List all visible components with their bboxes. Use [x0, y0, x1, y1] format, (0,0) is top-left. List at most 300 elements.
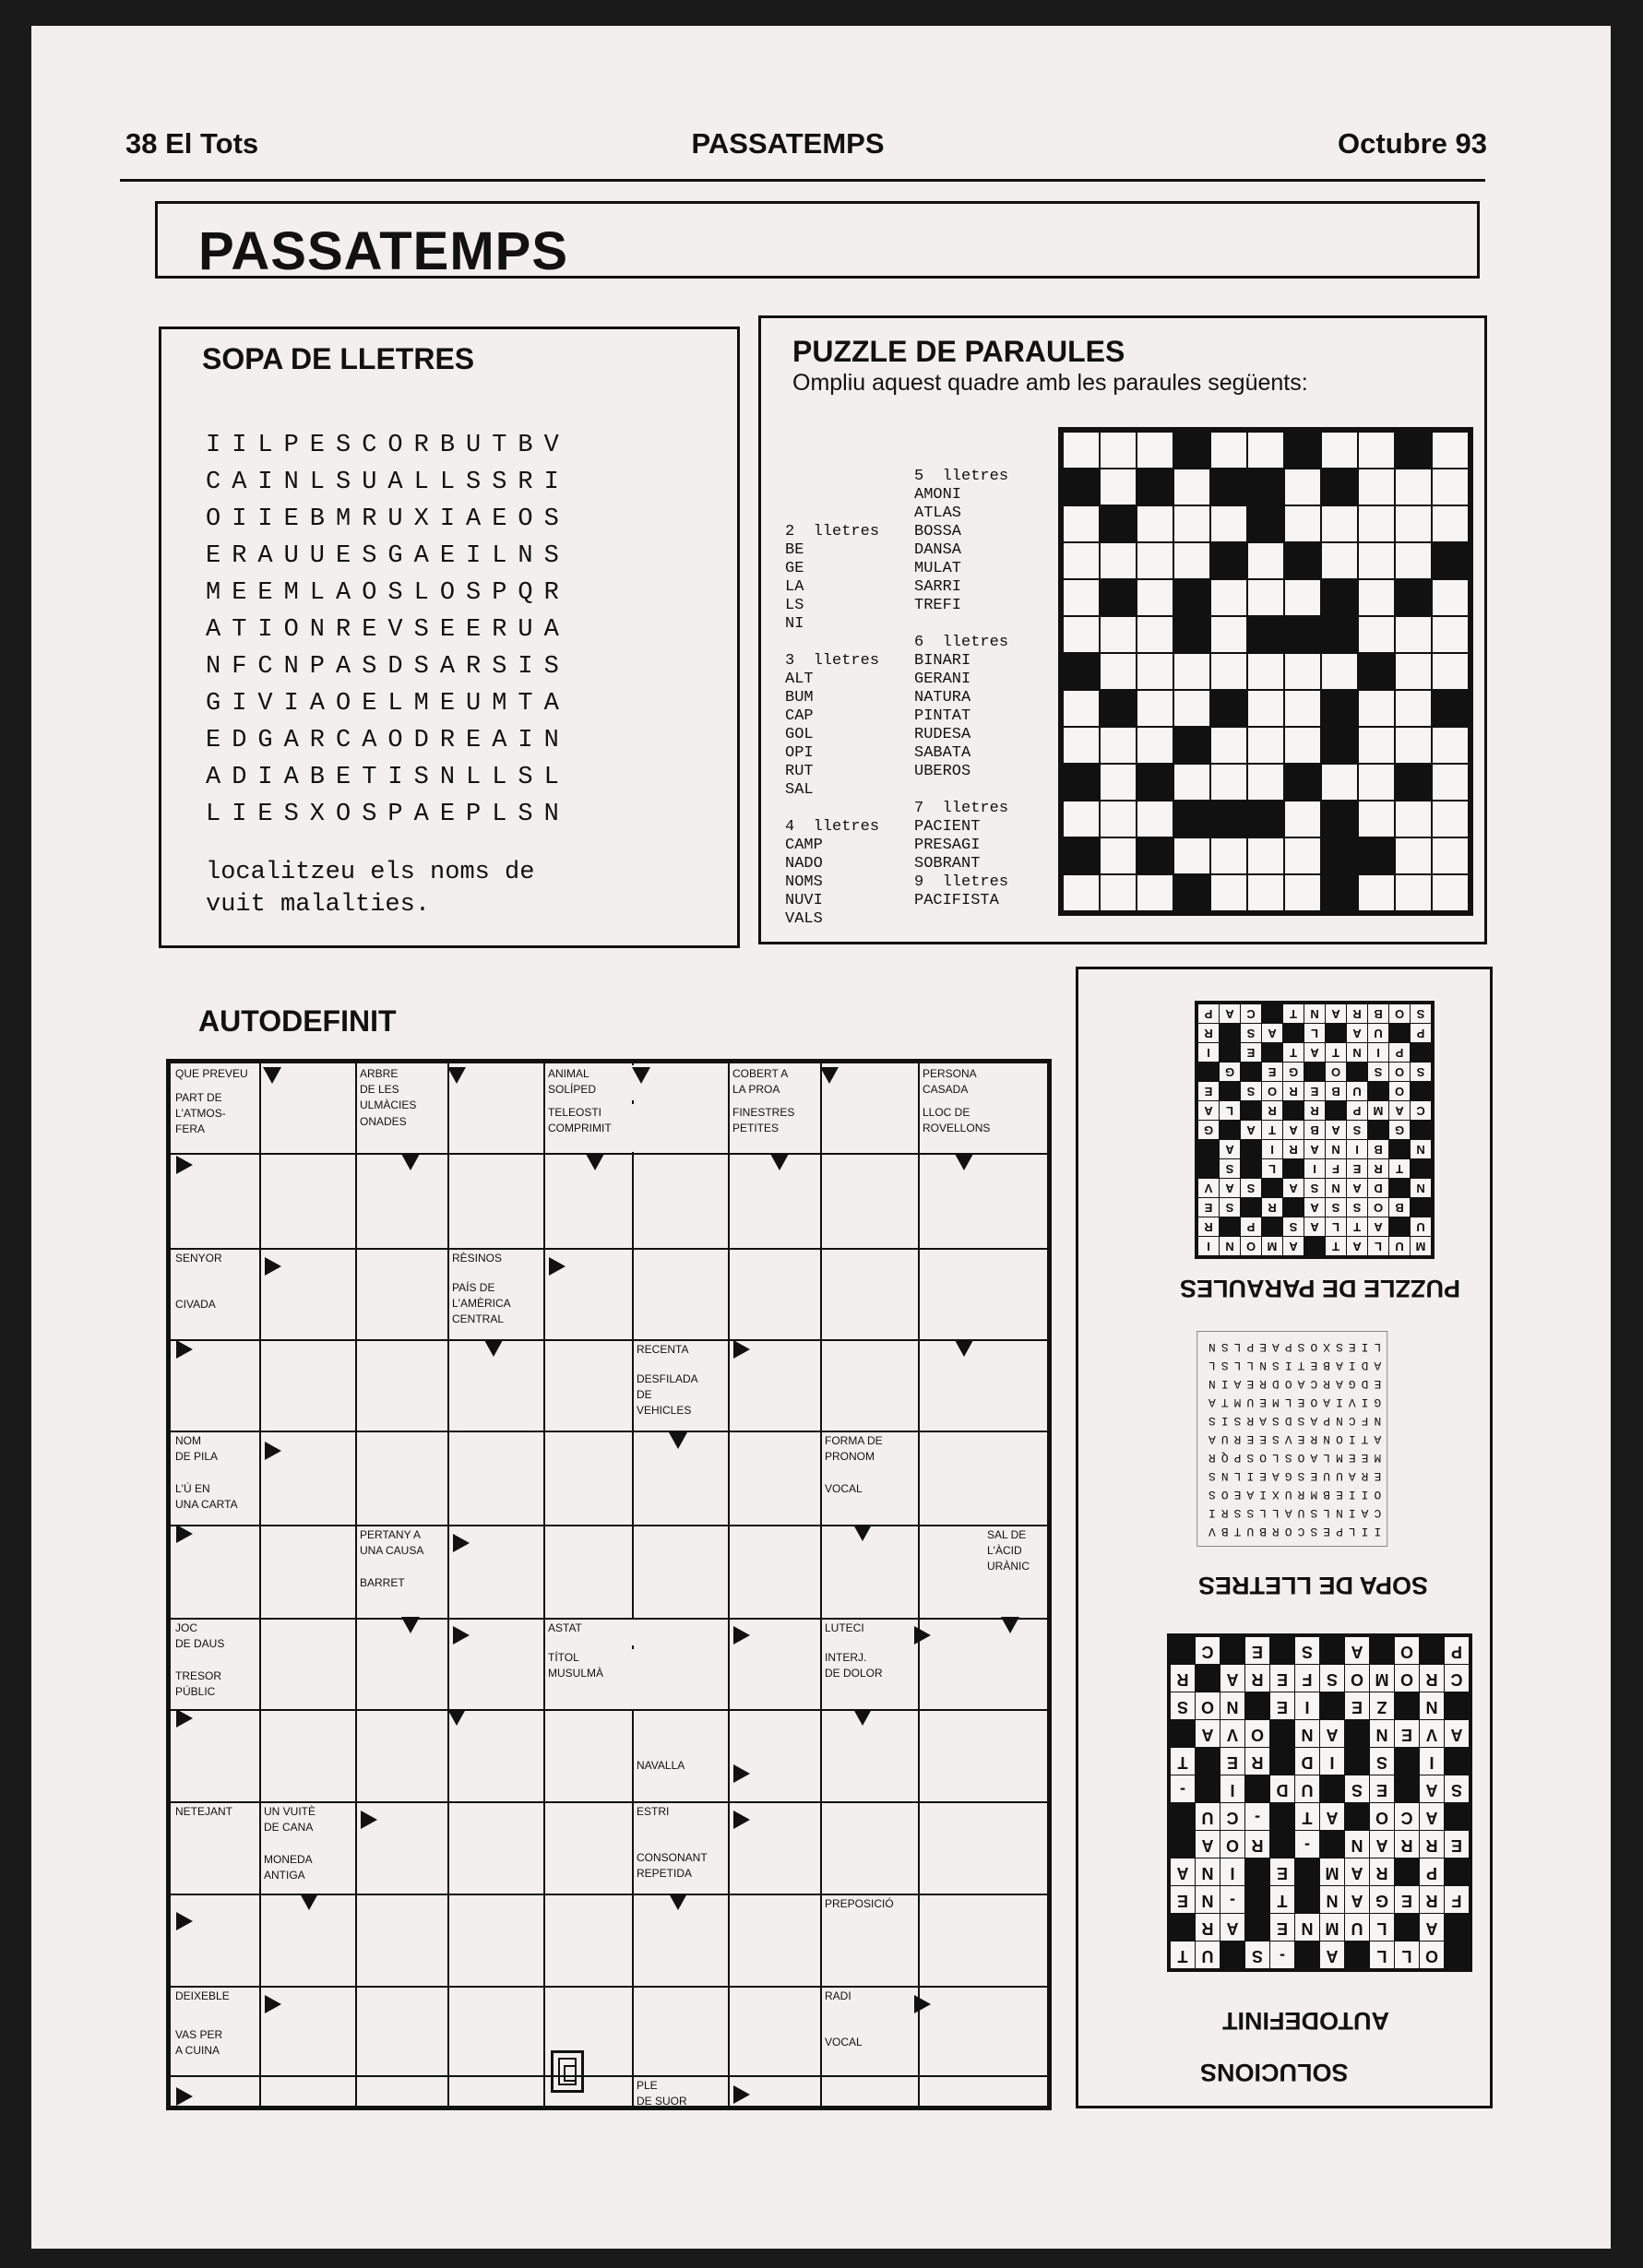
arrow-down-icon [447, 1709, 466, 1726]
puzzle-empty-cell[interactable] [1359, 580, 1394, 615]
solution-cell: A [1326, 1121, 1346, 1139]
solution-cell: T [1389, 1159, 1410, 1178]
puzzle-empty-cell[interactable] [1137, 543, 1173, 578]
solution-cell: R [1198, 1217, 1219, 1236]
solution-cell: T [1270, 1886, 1294, 1913]
solution-cell [1270, 1637, 1294, 1664]
solution-cell: I [1262, 1140, 1282, 1158]
solution-cell [1270, 1720, 1294, 1747]
puzzle-empty-cell[interactable] [1137, 654, 1173, 689]
solution-cell: L [1220, 1101, 1240, 1120]
puzzle-empty-cell[interactable] [1285, 469, 1320, 505]
sopa-row: NFCNPASDSARSIS [206, 653, 570, 681]
puzzle-empty-cell[interactable] [1137, 728, 1173, 763]
puzzle-empty-cell[interactable] [1248, 765, 1283, 800]
arrow-down-icon [300, 1894, 318, 1910]
puzzle-empty-cell[interactable] [1248, 580, 1283, 615]
solution-cell: N [1411, 1140, 1431, 1158]
solution-cell: A [1445, 1720, 1469, 1747]
puzzle-empty-cell[interactable] [1248, 543, 1283, 578]
puzzle-empty-cell[interactable] [1174, 469, 1209, 505]
puzzle-empty-cell[interactable] [1285, 838, 1320, 873]
puzzle-empty-cell[interactable] [1396, 506, 1431, 541]
solution-cell [1171, 1803, 1195, 1830]
solution-cell: B [1326, 1082, 1346, 1100]
solution-cell: T [1171, 1941, 1195, 1968]
solution-cell: I [1368, 1043, 1388, 1062]
puzzle-block-cell [1211, 469, 1246, 505]
solution-cell: O [1241, 1237, 1261, 1255]
puzzle-empty-cell[interactable] [1211, 580, 1246, 615]
solution-cell: V [1198, 1179, 1219, 1197]
clue-c13: RÈSINOS [449, 1250, 543, 1276]
clue-c10: LLOC DE ROVELLONS [920, 1104, 1010, 1152]
grid-line [171, 1709, 1047, 1711]
solution-cell [1245, 1692, 1269, 1719]
page-label: 38 El Tots [125, 127, 259, 160]
solution-cell: G [1283, 1063, 1304, 1081]
solution-cell: T [1171, 1748, 1195, 1775]
solution-cell [1262, 1043, 1282, 1062]
solution-cell: O [1326, 1063, 1346, 1081]
solution-cell [1411, 1198, 1431, 1217]
solution-cell: E [1270, 1858, 1294, 1885]
puzzle-empty-cell[interactable] [1064, 433, 1099, 468]
puzzle-empty-cell[interactable] [1396, 654, 1431, 689]
solution-cell: - [1171, 1775, 1195, 1802]
solution-cell [1245, 1886, 1269, 1913]
solution-cell: I [1304, 1159, 1325, 1178]
solution-cell: R [1196, 1914, 1220, 1941]
solution-cell: C [1196, 1637, 1220, 1664]
grid-line [447, 1063, 449, 2106]
solution-cell: O [1220, 1831, 1244, 1858]
puzzle-empty-cell[interactable] [1137, 506, 1173, 541]
puzzle-empty-cell[interactable] [1137, 875, 1173, 910]
puzzle-empty-cell[interactable] [1137, 617, 1173, 652]
puzzle-empty-cell[interactable] [1396, 691, 1431, 726]
puzzle-empty-cell[interactable] [1211, 617, 1246, 652]
puzzle-empty-cell[interactable] [1248, 654, 1283, 689]
puzzle-empty-cell[interactable] [1322, 433, 1357, 468]
puzzle-empty-cell[interactable] [1211, 654, 1246, 689]
puzzle-empty-cell[interactable] [1359, 765, 1394, 800]
solution-cell: P [1420, 1858, 1444, 1885]
puzzle-empty-cell[interactable] [1433, 617, 1468, 652]
solution-cell: A [1345, 1886, 1369, 1913]
solutions-title: SOLUCIONS [1200, 2059, 1349, 2086]
puzzle-empty-cell[interactable] [1285, 654, 1320, 689]
solution-cell [1345, 1748, 1369, 1775]
solution-cell: A [1320, 1720, 1344, 1747]
solution-cell [1196, 1775, 1220, 1802]
solution-cell [1411, 1159, 1431, 1178]
puzzle-empty-cell[interactable] [1211, 838, 1246, 873]
puzzle-empty-cell[interactable] [1064, 728, 1099, 763]
solutions-sopa-title: SOPA DE LLETRES [1198, 1572, 1429, 1599]
puzzle-empty-cell[interactable] [1396, 469, 1431, 505]
puzzle-empty-cell[interactable] [1322, 543, 1357, 578]
grid-line [543, 1063, 545, 2106]
solution-cell: S [1171, 1692, 1195, 1719]
puzzle-empty-cell[interactable] [1101, 469, 1136, 505]
puzzle-empty-cell[interactable] [1101, 838, 1136, 873]
puzzle-empty-cell[interactable] [1359, 875, 1394, 910]
arrow-right-icon [733, 1626, 750, 1645]
arrow-right-icon [733, 2085, 750, 2104]
solution-cell: O [1370, 1803, 1394, 1830]
clue-c36: PREPOSICIÓ [822, 1895, 918, 1986]
solutions-puzzle-title: PUZZLE DE PARAULES [1180, 1275, 1461, 1302]
puzzle-empty-cell[interactable] [1285, 802, 1320, 837]
solution-cell: E [1270, 1665, 1294, 1692]
solution-cell: R [1420, 1886, 1444, 1913]
puzzle-empty-cell[interactable] [1433, 802, 1468, 837]
puzzle-block-cell [1322, 875, 1357, 910]
solution-cell: D [1270, 1775, 1294, 1802]
puzzle-empty-cell[interactable] [1174, 838, 1209, 873]
puzzle-empty-cell[interactable] [1137, 433, 1173, 468]
puzzle-empty-cell[interactable] [1433, 433, 1468, 468]
puzzle-empty-cell[interactable] [1248, 728, 1283, 763]
solution-cell: M [1368, 1101, 1388, 1120]
solution-cell: E [1198, 1082, 1219, 1100]
puzzle-empty-cell[interactable] [1322, 506, 1357, 541]
solution-cell: N [1295, 1914, 1319, 1941]
puzzle-block-cell [1433, 691, 1468, 726]
solution-cell [1270, 1803, 1294, 1830]
solution-cell: A [1262, 1024, 1282, 1042]
header-rule [120, 179, 1485, 182]
solution-cell: S [1283, 1217, 1304, 1236]
puzzle-empty-cell[interactable] [1174, 691, 1209, 726]
puzzle-empty-cell[interactable] [1174, 506, 1209, 541]
arrow-down-icon [770, 1154, 789, 1170]
puzzle-empty-cell[interactable] [1359, 617, 1394, 652]
puzzle-empty-cell[interactable] [1064, 506, 1099, 541]
puzzle-empty-cell[interactable] [1211, 433, 1246, 468]
solution-cell: T [1326, 1043, 1346, 1062]
solution-cell [1445, 1941, 1469, 1968]
arrow-right-icon [176, 2087, 193, 2106]
solution-cell [1345, 1941, 1369, 1968]
clue-c29: INTERJ. DE DOLOR [822, 1649, 918, 1709]
solution-cell: O [1389, 1063, 1410, 1081]
puzzle-empty-cell[interactable] [1248, 691, 1283, 726]
solution-autodefinit-grid [1167, 1633, 1472, 1972]
word-list-long: 5 lletres AMONI ATLAS BOSSA DANSA MULAT SARRI TREFI 6 lletres BINARI GERANI NATURA PINTAT RUDESA SABATA UBEROS 7 lletres PACIENT PRESAGI SOBRANT 9 lletres PACIFISTA [914, 468, 1009, 909]
solution-cell [1295, 1941, 1319, 1968]
solution-puzzle-grid [1195, 1001, 1435, 1259]
puzzle-box [758, 315, 1487, 944]
puzzle-empty-cell[interactable] [1137, 691, 1173, 726]
solution-cell: A [1171, 1858, 1195, 1885]
sopa-title: SOPA DE LLETRES [202, 342, 475, 375]
clue-c2: PART DE L'ATMOS- FERA [173, 1089, 259, 1152]
puzzle-empty-cell[interactable] [1322, 654, 1357, 689]
solution-cell: A [1304, 1140, 1325, 1158]
puzzle-block-cell [1433, 543, 1468, 578]
solution-cell [1245, 1775, 1269, 1802]
clue-c20: VOCAL [822, 1480, 918, 1523]
solution-cell: S [1295, 1637, 1319, 1664]
solution-cell: C [1241, 1004, 1261, 1023]
solution-cell: V [1420, 1720, 1444, 1747]
sopa-row: MEEMLAOSLOSPQR [206, 579, 570, 607]
puzzle-empty-cell[interactable] [1285, 506, 1320, 541]
puzzle-empty-cell[interactable] [1248, 838, 1283, 873]
solution-cell: G [1389, 1121, 1410, 1139]
solution-cell: B [1389, 1198, 1410, 1217]
solution-cell: S [1220, 1159, 1240, 1178]
solution-cell [1368, 1082, 1388, 1100]
solution-cell: N [1347, 1043, 1367, 1062]
solution-cell [1320, 1692, 1344, 1719]
arrow-right-icon [265, 1442, 281, 1460]
puzzle-empty-cell[interactable] [1174, 765, 1209, 800]
puzzle-empty-cell[interactable] [1211, 728, 1246, 763]
puzzle-empty-cell[interactable] [1285, 728, 1320, 763]
solution-cell: A [1347, 1024, 1367, 1042]
puzzle-block-cell [1174, 728, 1209, 763]
clue-c19: FORMA DE PRONOM [822, 1432, 918, 1477]
arrow-right-icon [733, 1764, 750, 1783]
solution-cell: R [1395, 1831, 1419, 1858]
puzzle-block-cell [1064, 838, 1099, 873]
puzzle-empty-cell[interactable] [1101, 765, 1136, 800]
arrow-down-icon [853, 1709, 872, 1726]
puzzle-empty-cell[interactable] [1101, 802, 1136, 837]
puzzle-empty-cell[interactable] [1359, 469, 1394, 505]
puzzle-empty-cell[interactable] [1285, 875, 1320, 910]
puzzle-block-cell [1285, 543, 1320, 578]
solution-cell [1445, 1914, 1469, 1941]
solution-cell: A [1304, 1043, 1325, 1062]
solution-cell: S [1411, 1063, 1431, 1081]
clue-c37: DEIXEBLE [173, 1988, 259, 2023]
puzzle-empty-cell[interactable] [1285, 580, 1320, 615]
puzzle-block-cell [1248, 506, 1283, 541]
puzzle-empty-cell[interactable] [1433, 875, 1468, 910]
puzzle-empty-cell[interactable] [1211, 765, 1246, 800]
puzzle-empty-cell[interactable] [1396, 728, 1431, 763]
puzzle-empty-cell[interactable] [1396, 617, 1431, 652]
solution-cell: S [1241, 1179, 1261, 1197]
puzzle-empty-cell[interactable] [1433, 580, 1468, 615]
arrow-right-icon [914, 1626, 931, 1645]
solution-cell: A [1283, 1237, 1304, 1255]
solution-cell: E [1270, 1914, 1294, 1941]
arrow-right-icon [176, 1340, 193, 1359]
solution-cell: S [1245, 1941, 1269, 1968]
solution-cell: T [1283, 1043, 1304, 1062]
puzzle-empty-cell[interactable] [1064, 543, 1099, 578]
arrow-down-icon [669, 1432, 687, 1449]
solution-cell: S [1411, 1004, 1431, 1023]
solution-cell [1370, 1637, 1394, 1664]
puzzle-empty-cell[interactable] [1433, 506, 1468, 541]
clue-c9: PERSONA CASADA [920, 1065, 1010, 1100]
solution-cell: M [1370, 1665, 1394, 1692]
solution-cell: R [1283, 1082, 1304, 1100]
puzzle-empty-cell[interactable] [1322, 765, 1357, 800]
puzzle-empty-cell[interactable] [1211, 875, 1246, 910]
solution-cell: G [1370, 1886, 1394, 1913]
puzzle-block-cell [1064, 765, 1099, 800]
puzzle-empty-cell[interactable] [1396, 838, 1431, 873]
solution-cell: R [1245, 1831, 1269, 1858]
sopa-row: ATIONREVSEERUA [206, 616, 570, 644]
puzzle-empty-cell[interactable] [1359, 506, 1394, 541]
puzzle-empty-cell[interactable] [1359, 802, 1394, 837]
solution-cell: L [1368, 1237, 1388, 1255]
solution-cell: E [1198, 1198, 1219, 1217]
solution-cell [1304, 1237, 1325, 1255]
solution-cell: L [1262, 1159, 1282, 1178]
solution-cell: S [1326, 1198, 1346, 1217]
puzzle-empty-cell[interactable] [1211, 506, 1246, 541]
solution-cell: N [1295, 1720, 1319, 1747]
puzzle-empty-cell[interactable] [1137, 802, 1173, 837]
solution-cell: U [1411, 1217, 1431, 1236]
solution-cell [1196, 1748, 1220, 1775]
solution-cell [1389, 1179, 1410, 1197]
solution-cell: O [1395, 1637, 1419, 1664]
clue-c18: L'Ú EN UNA CARTA [173, 1480, 259, 1523]
solution-cell: E [1171, 1886, 1195, 1913]
puzzle-empty-cell[interactable] [1101, 433, 1136, 468]
puzzle-empty-cell[interactable] [1359, 728, 1394, 763]
arrow-right-icon [549, 1257, 566, 1276]
puzzle-empty-cell[interactable] [1064, 802, 1099, 837]
main-title: PASSATEMPS [198, 221, 569, 281]
puzzle-empty-cell[interactable] [1248, 875, 1283, 910]
puzzle-empty-cell[interactable] [1064, 875, 1099, 910]
solution-cell: M [1262, 1237, 1282, 1255]
puzzle-empty-cell[interactable] [1433, 838, 1468, 873]
puzzle-empty-cell[interactable] [1064, 617, 1099, 652]
solution-cell: L [1395, 1941, 1419, 1968]
solution-cell [1220, 1024, 1240, 1042]
puzzle-empty-cell[interactable] [1433, 469, 1468, 505]
solution-cell: A [1241, 1121, 1261, 1139]
arrow-down-icon [955, 1340, 973, 1357]
puzzle-empty-cell[interactable] [1137, 580, 1173, 615]
sopa-row: OIIEBMRUXIAEOS [206, 505, 570, 533]
puzzle-empty-cell[interactable] [1396, 543, 1431, 578]
solution-cell [1241, 1198, 1261, 1217]
sopa-row: GIVIAOELMEUMTA [206, 690, 570, 718]
solution-cell: O [1389, 1082, 1410, 1100]
puzzle-empty-cell[interactable] [1248, 433, 1283, 468]
solution-cell [1395, 1858, 1419, 1885]
puzzle-block-cell [1322, 691, 1357, 726]
puzzle-empty-cell[interactable] [1359, 543, 1394, 578]
puzzle-empty-cell[interactable] [1359, 433, 1394, 468]
solution-cell: F [1295, 1665, 1319, 1692]
solution-sopa-grid: IILPESCORBUTBV CAINLSUALLSSRI OIIEBMRUXIAEOS ERAUUESGAEILNS MEEMLAOSLOSPQR ATIONREVSEERUA NFCNPASDSARSIS GIVIAOELMEUMTA EDGARCAODREAIN ADIABETISNLLSL LIESXOSPAEPLSN [1197, 1331, 1387, 1547]
puzzle-empty-cell[interactable] [1433, 654, 1468, 689]
puzzle-empty-cell[interactable] [1101, 875, 1136, 910]
solution-cell: M [1320, 1858, 1344, 1885]
clue-c28: LUTECI [822, 1620, 918, 1645]
puzzle-empty-cell[interactable] [1359, 691, 1394, 726]
puzzle-block-cell [1211, 543, 1246, 578]
solutions-autodefinit-title: AUTODEFINIT [1222, 2007, 1389, 2035]
puzzle-empty-cell[interactable] [1433, 728, 1468, 763]
puzzle-empty-cell[interactable] [1285, 691, 1320, 726]
clue-c8: FINESTRES PETITES [730, 1104, 820, 1152]
solution-cell [1270, 1748, 1294, 1775]
solution-cell: Z [1370, 1692, 1394, 1719]
puzzle-block-cell [1285, 617, 1320, 652]
solution-cell: P [1241, 1217, 1261, 1236]
sopa-letter-grid [206, 427, 570, 833]
solution-cell: A [1283, 1121, 1304, 1139]
puzzle-empty-cell[interactable] [1101, 543, 1136, 578]
solution-cell: E [1262, 1063, 1282, 1081]
sopa-row: LIESXOSPAEPLSN [206, 801, 570, 828]
solution-cell: E [1270, 1692, 1294, 1719]
solution-cell: S [1304, 1179, 1325, 1197]
sopa-row: ERAUUESGAEILNS [206, 542, 570, 570]
puzzle-empty-cell[interactable] [1101, 654, 1136, 689]
puzzle-empty-cell[interactable] [1101, 728, 1136, 763]
puzzle-block-cell [1248, 617, 1283, 652]
solution-cell: - [1295, 1831, 1319, 1858]
arrow-down-icon [632, 1067, 650, 1084]
arrow-down-icon [401, 1154, 420, 1170]
solution-cell: M [1320, 1914, 1344, 1941]
solution-cell [1411, 1121, 1431, 1139]
solution-cell: A [1370, 1831, 1394, 1858]
clue-c32: MONEDA ANTIGA [261, 1851, 355, 1894]
puzzle-empty-cell[interactable] [1396, 875, 1431, 910]
solution-cell: E [1370, 1775, 1394, 1802]
solution-cell: U [1368, 1024, 1388, 1042]
puzzle-block-cell [1064, 654, 1099, 689]
solution-cell: U [1196, 1803, 1220, 1830]
solution-cell: I [1198, 1043, 1219, 1062]
autodefinit-title: AUTODEFINIT [198, 1004, 397, 1038]
puzzle-empty-cell[interactable] [1433, 765, 1468, 800]
clue-c21: PERTANY A UNA CAUSA [357, 1526, 447, 1571]
solution-cell: E [1245, 1637, 1269, 1664]
puzzle-block-cell [1064, 469, 1099, 505]
puzzle-empty-cell[interactable] [1174, 543, 1209, 578]
solution-cell [1368, 1121, 1388, 1139]
solution-cell: A [1368, 1217, 1388, 1236]
solution-cell: I [1198, 1237, 1219, 1255]
arrow-right-icon [176, 1525, 193, 1543]
clue-c30: NAVALLA [634, 1757, 728, 1801]
sopa-row: EDGARCAODREAIN [206, 727, 570, 754]
clue-c27: TÍTOL MUSULMÀ [545, 1649, 636, 1709]
solution-cell: A [1347, 1179, 1367, 1197]
solution-cell [1220, 1043, 1240, 1062]
clue-c24: JOC DE DAUS [173, 1620, 259, 1664]
autodefinit-grid [166, 1059, 1052, 2110]
puzzle-empty-cell[interactable] [1396, 802, 1431, 837]
puzzle-empty-cell[interactable] [1064, 691, 1099, 726]
solution-cell [1304, 1063, 1325, 1081]
solution-cell [1445, 1803, 1469, 1830]
puzzle-empty-cell[interactable] [1101, 617, 1136, 652]
solution-cell: R [1420, 1831, 1444, 1858]
puzzle-empty-cell[interactable] [1174, 654, 1209, 689]
puzzle-block-cell [1211, 802, 1246, 837]
puzzle-empty-cell[interactable] [1064, 580, 1099, 615]
